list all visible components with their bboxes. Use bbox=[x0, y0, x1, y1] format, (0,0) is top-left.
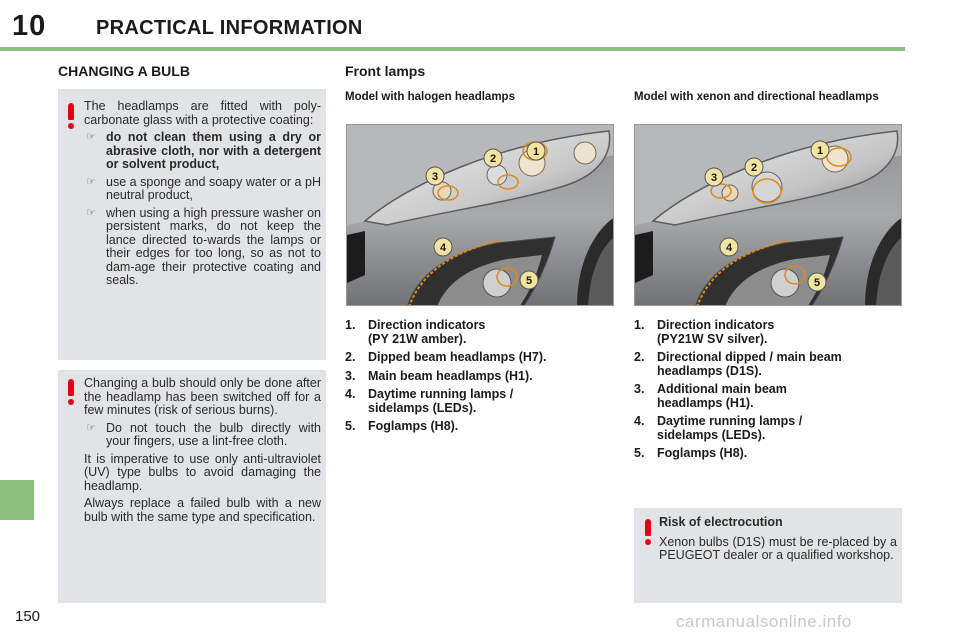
svg-text:5: 5 bbox=[813, 277, 821, 289]
exclamation-icon bbox=[64, 379, 78, 405]
list-item: ☞ do not clean them using a dry or abrasive cloth, nor with a detergent or solvent product, bbox=[86, 130, 321, 171]
list-item: 5. Foglamps (H8). bbox=[634, 446, 748, 460]
callout-badge bbox=[705, 168, 723, 186]
callout-badge bbox=[484, 149, 502, 167]
callout-badge bbox=[426, 167, 444, 185]
xenon-headlamp-photo bbox=[634, 124, 902, 306]
list-item: ☞ when using a high pressure washer on persistent marks, do not keep the lance directed to-wards the lamps or their edges for too long, so as not to dam-age their protective coating and seals. bbox=[86, 205, 321, 287]
pointing-hand-icon: ☞ bbox=[86, 175, 96, 188]
list-item: 5. Foglamps (H8). bbox=[345, 419, 459, 433]
warning-intro: Changing a bulb should only be done after the headlamp has been switched off for a few minutes (risk of serious burns). bbox=[84, 376, 321, 417]
halogen-bulb-list bbox=[345, 319, 620, 439]
warning-text: Xenon bulbs (D1S) must be re-placed by a PEUGEOT dealer or a qualified workshop. bbox=[659, 534, 897, 562]
callout-badge bbox=[808, 273, 826, 291]
warning-paragraph: Always replace a failed bulb with a new bulb with the same type and specification. bbox=[84, 496, 321, 524]
svg-text:2: 2 bbox=[750, 162, 758, 174]
halogen-model-heading: Model with halogen headlamps bbox=[345, 91, 515, 103]
xenon-bulb-list bbox=[634, 319, 909, 466]
svg-text:5: 5 bbox=[525, 275, 533, 287]
pointing-hand-icon: ☞ bbox=[86, 421, 96, 434]
list-item: 1. Direction indicators (PY 21W amber). bbox=[345, 318, 486, 346]
svg-text:3: 3 bbox=[431, 171, 439, 183]
pointing-hand-icon: ☞ bbox=[86, 131, 96, 143]
list-item: 3. Main beam headlamps (H1). bbox=[345, 368, 533, 383]
header-rule bbox=[0, 47, 905, 51]
callout-badge bbox=[745, 158, 763, 176]
section-title-front-lamps: Front lamps bbox=[345, 63, 426, 79]
warning-box-bulb-change bbox=[58, 370, 326, 603]
list-item: 4. Daytime running lamps / sidelamps (LEDs). bbox=[345, 387, 514, 415]
list-item: ☞ use a sponge and soapy water or a pH neutral product, bbox=[86, 174, 321, 202]
chapter-side-tab bbox=[0, 480, 34, 520]
exclamation-icon bbox=[641, 519, 655, 545]
list-item: 2. Directional dipped / main beam headlamps (D1S). bbox=[634, 350, 842, 378]
svg-text:4: 4 bbox=[439, 242, 447, 254]
list-item: 4. Daytime running lamps / sidelamps (LEDs). bbox=[634, 414, 803, 442]
exclamation-icon bbox=[64, 103, 78, 129]
list-item: 2. Dipped beam headlamps (H7). bbox=[345, 350, 547, 364]
callout-badge bbox=[811, 141, 829, 159]
warning-box-coating bbox=[58, 89, 326, 360]
halogen-headlamp-photo bbox=[346, 124, 614, 306]
svg-text:3: 3 bbox=[710, 172, 718, 184]
callout-badge bbox=[434, 238, 452, 256]
pointing-hand-icon: ☞ bbox=[86, 206, 96, 219]
callout-badge bbox=[720, 238, 738, 256]
warning-intro: The headlamps are fitted with poly-carbonate glass with a protective coating: bbox=[84, 99, 321, 127]
callout-badge bbox=[527, 142, 545, 160]
list-item: ☞ Do not touch the bulb directly with your fingers, use a lint-free cloth. bbox=[86, 420, 321, 448]
callout-badge bbox=[520, 271, 538, 289]
list-item: 1. Direction indicators (PY21W SV silver). bbox=[634, 318, 775, 346]
watermark: carmanualsonline.info bbox=[676, 612, 852, 631]
warning-box-electrocution bbox=[634, 508, 902, 603]
warning-title: Risk of electrocution bbox=[659, 515, 783, 529]
svg-text:1: 1 bbox=[532, 146, 540, 158]
svg-text:1: 1 bbox=[816, 145, 824, 157]
svg-text:2: 2 bbox=[489, 153, 497, 165]
section-title-changing-a-bulb: CHANGING A BULB bbox=[58, 63, 190, 79]
chapter-title: PRACTICAL INFORMATION bbox=[96, 17, 363, 39]
page-number: 150 bbox=[15, 608, 41, 625]
warning-paragraph: It is imperative to use only anti-ultraviolet (UV) type bulbs to avoid damaging the headlamp. bbox=[84, 451, 321, 493]
chapter-number: 10 bbox=[12, 10, 47, 42]
xenon-model-heading: Model with xenon and directional headlamps bbox=[634, 91, 879, 103]
svg-text:4: 4 bbox=[725, 242, 733, 254]
list-item: 3. Additional main beam headlamps (H1). bbox=[634, 382, 787, 410]
